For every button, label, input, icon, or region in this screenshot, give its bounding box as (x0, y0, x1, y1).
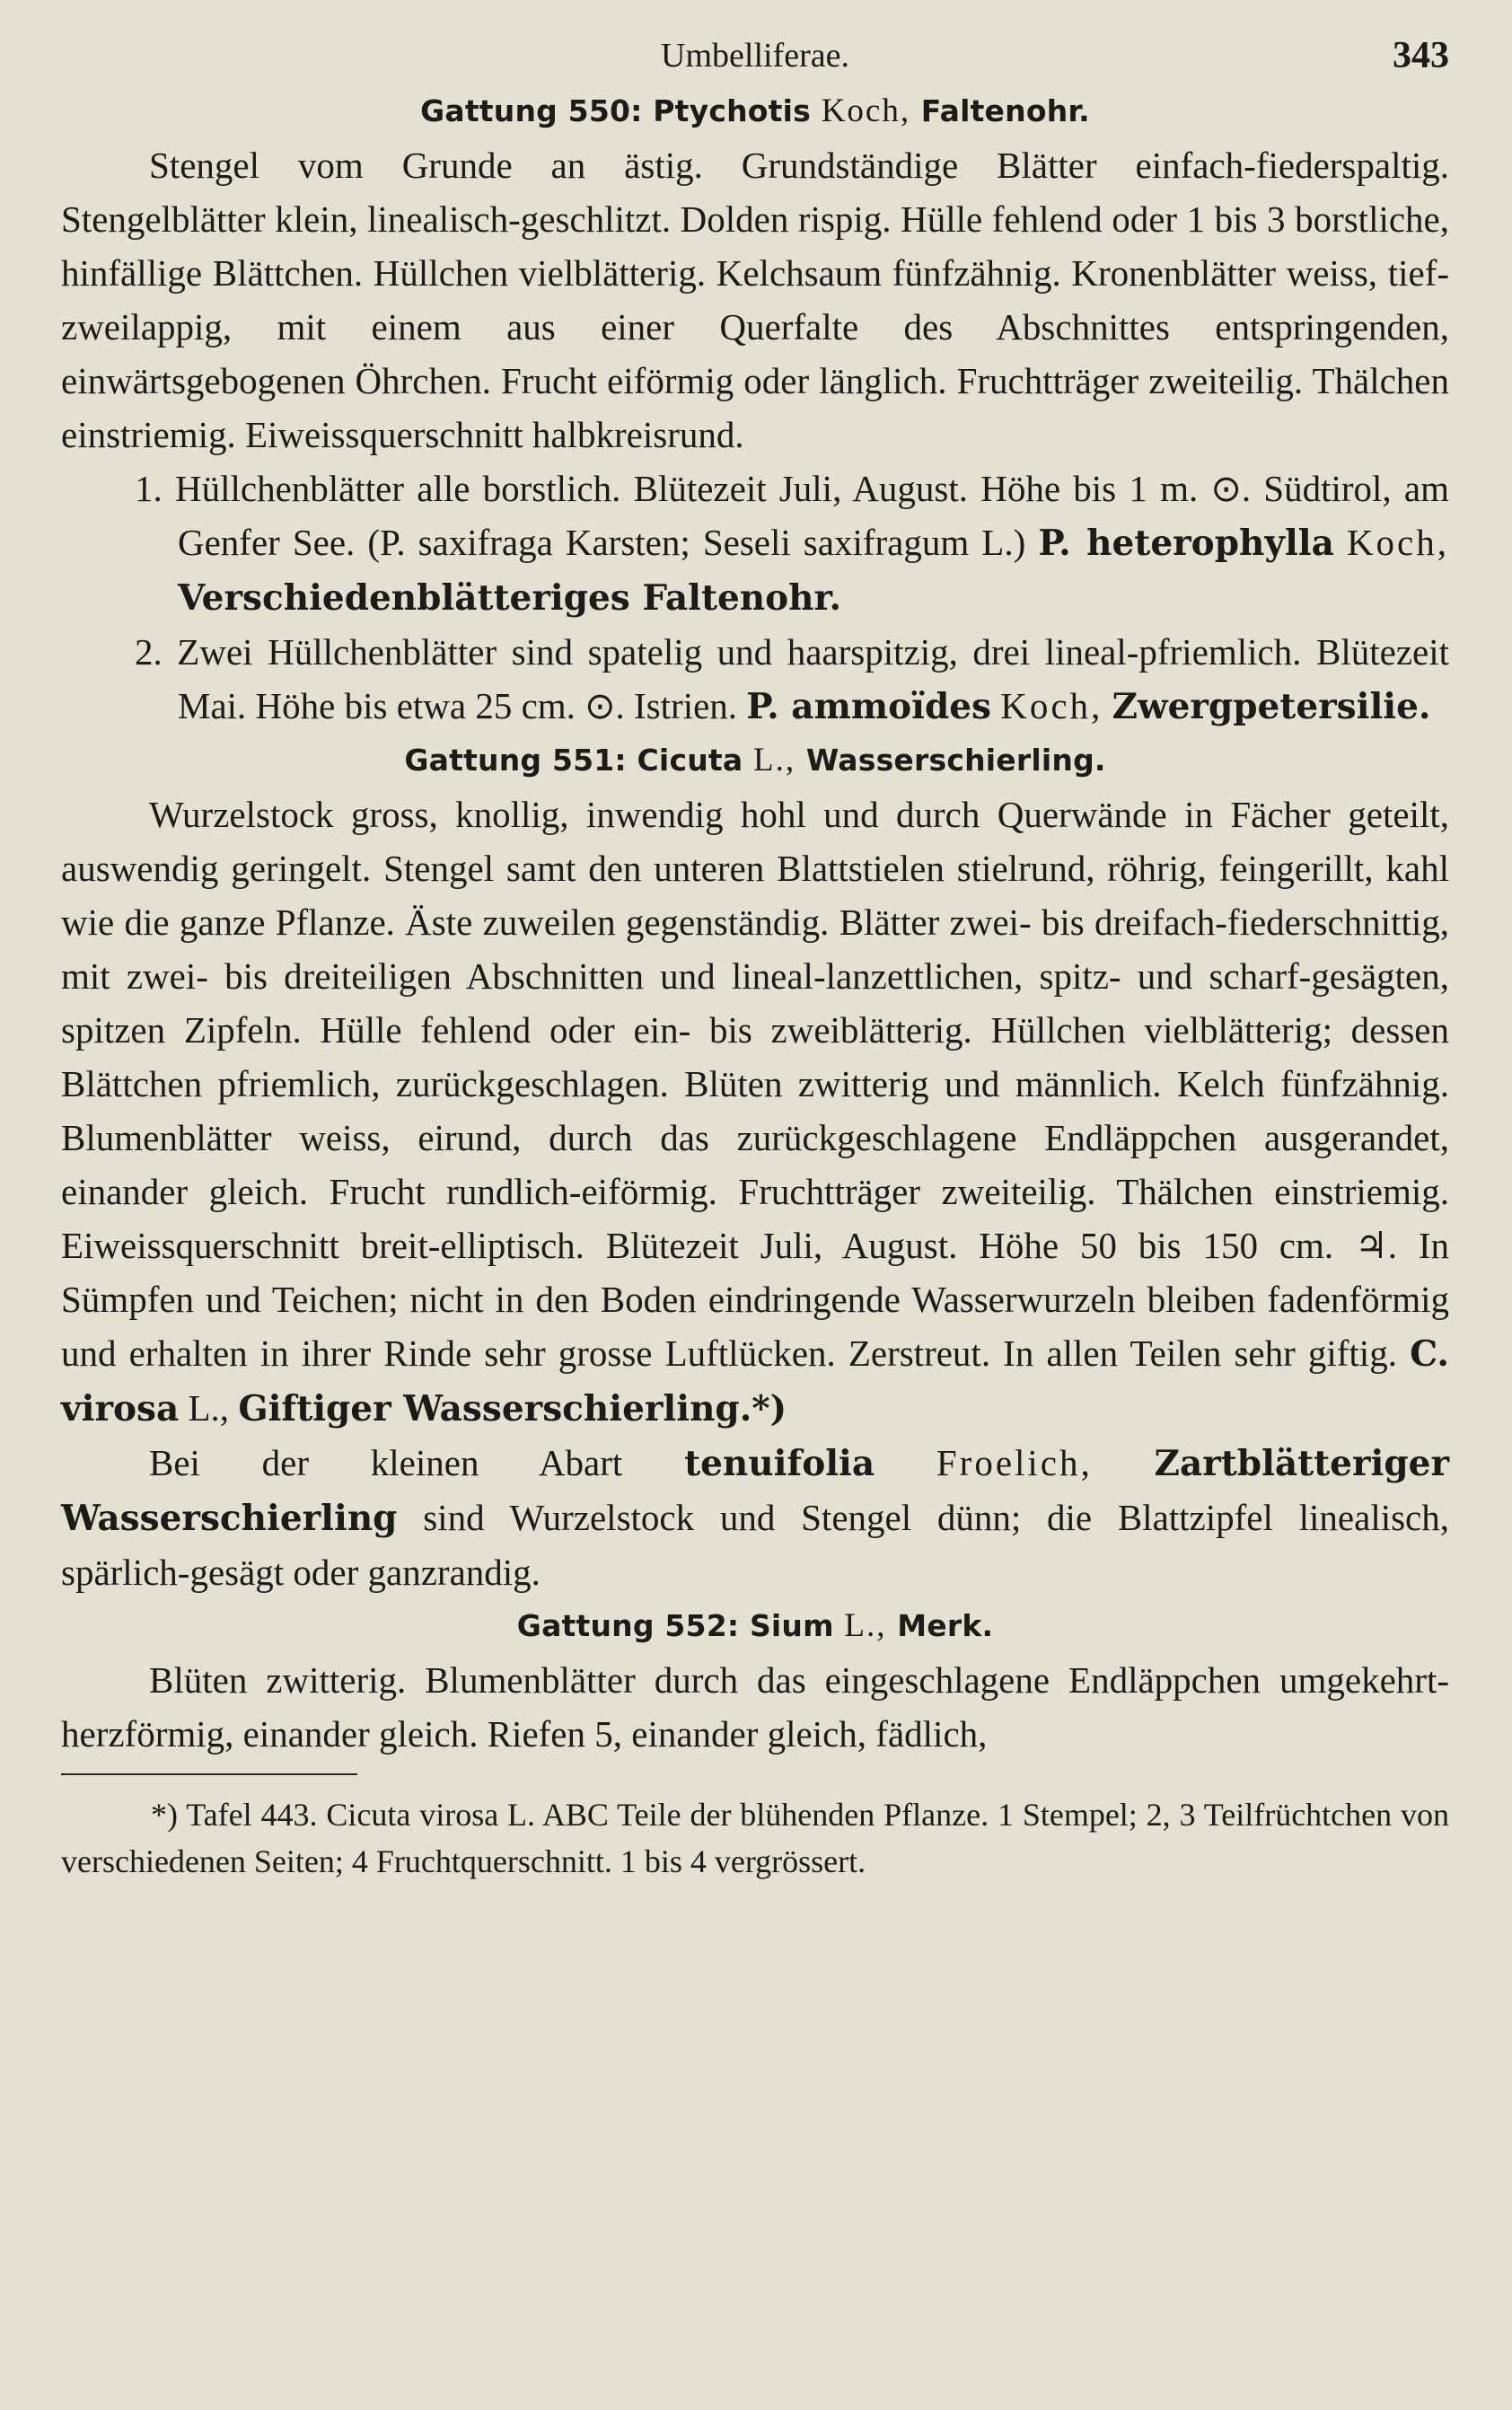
genus-551-description (61, 787, 1449, 1436)
genus-550-description: Stengel vom Grunde an ästig. Grundständige Blätter einfach-fiederspaltig. Stengelblätter klein, linealisch-geschlitzt. Dolden rispig. Hülle fehlend oder 1 bis 3 borstliche, hinfällige Blättchen. Hüllchen vielblätterig. Kelchsaum fünfzähnig. Kronenblätter weiss, tief-zweilappig, mit einem aus einer Querfalte des Abschnittes entspringenden, einwärtsgebogenen Öhrchen. Frucht eiförmig oder länglich. Fruchtträger zweiteilig. Thälchen einstriemig. Eiweissquerschnitt halbkreisrund. (61, 145, 1449, 455)
variety-lead: Bei der kleinen Abart (149, 1442, 623, 1483)
species-cicuta-virosa-author: L., (188, 1387, 230, 1429)
genus-heading-551 (61, 734, 1449, 787)
genus-heading-551-common: Wasserschierling. (805, 743, 1106, 778)
genus-552-description: Blüten zwitterig. Blumenblätter durch das eingeschlagene Endläppchen umgekehrt-herzförmig, einander gleich. Riefen 5, einander gleich, fädlich, (61, 1659, 1449, 1755)
genus-heading-552 (61, 1599, 1449, 1653)
variety-name: tenuifolia (684, 1443, 875, 1484)
genus-heading-550-common: Faltenohr. (920, 93, 1090, 128)
key-item-2-author: Koch, (1000, 685, 1103, 726)
genus-heading-552-name: Gattung 552: Sium (516, 1608, 834, 1643)
variety-author: Froelich, (936, 1442, 1093, 1483)
footnote-divider (61, 1773, 357, 1775)
running-head (61, 34, 1449, 84)
footnote: *) Tafel 443. Cicuta virosa L. ABC Teile der blühenden Pflanze. 1 Stempel; 2, 3 Teilfrüchtchen von verschiedenen Seiten; 4 Fruchtquerschnitt. 1 bis 4 vergrössert. (61, 1797, 1449, 1879)
variety-common-name: Zartblätteriger Wasserschierling (61, 1443, 1449, 1539)
genus-heading-551-author: L., (753, 742, 796, 778)
key-item-1-species: P. heterophylla (1038, 523, 1334, 564)
page-number: 343 (1393, 35, 1449, 76)
genus-heading-550-author: Koch, (821, 92, 911, 129)
key-item-1-text: 1. Hüllchenblätter alle borstlich. Blütezeit Juli, August. Höhe bis 1 m. ⊙. Südtirol, am Genfer See. (P. saxifraga Karsten; Seseli saxifragum L.) (135, 468, 1449, 563)
key-item-1-author: Koch, (1346, 522, 1450, 563)
genus-heading-552-author: L., (844, 1607, 887, 1644)
key-item-2-common-name: Zwergpetersilie. (1112, 686, 1431, 727)
species-cicuta-virosa-common-name: Giftiger Wasserschierling.*) (238, 1388, 787, 1429)
key-item-2-text: 2. Zwei Hüllchenblätter sind spatelig und haarspitzig, drei lineal-pfriemlich. Blütezeit Mai. Höhe bis etwa 25 cm. ⊙. Istrien. (135, 631, 1449, 726)
key-item-2 (61, 625, 1449, 734)
genus-heading-552-common: Merk. (897, 1608, 994, 1643)
species-cicuta-virosa: C. virosa (61, 1333, 1450, 1429)
running-head-title: Umbelliferae. (661, 37, 849, 75)
genus-heading-551-name: Gattung 551: Cicuta (404, 743, 743, 778)
variety-description: sind Wurzelstock und Stengel dünn; die Blattzipfel linealisch, spärlich-gesägt oder ganzrandig. (61, 1497, 1450, 1593)
genus-551-description-text: Wurzelstock gross, knollig, inwendig hohl und durch Querwände in Fächer geteilt, auswendig geringelt. Stengel samt den unteren Blattstielen stielrund, röhrig, feingerillt, kahl wie die ganze Pflanze. Äste zuweilen gegenständig. Blätter zwei- bis dreifach-fiederschnittig, mit zwei- bis dreiteiligen Abschnitten und lineal-lanzettlichen, spitz- und scharf-gesägten, spitzen Zipfeln. Hülle fehlend oder ein- bis zweiblätterig. Hüllchen vielblätterig; dessen Blättchen pfriemlich, zurückgeschlagen. Blüten zwitterig und männlich. Kelch fünfzähnig. Blumenblätter weiss, eirund, durch das zurückgeschlagene Endläppchen ausgerandet, einander gleich. Frucht rundlich-eiförmig. Fruchtträger zweiteilig. Thälchen einstriemig. Eiweissquerschnitt breit-elliptisch. Blütezeit Juli, August. Höhe 50 bis 150 cm. ♃. In Sümpfen und Teichen; nicht in den Boden eindringende Wasserwurzeln bleiben fadenförmig und erhalten in ihrer Rinde sehr grosse Luftlücken. Zerstreut. In allen Teilen sehr giftig. (61, 794, 1449, 1374)
key-item-1 (61, 462, 1449, 625)
genus-heading-550 (61, 84, 1449, 138)
genus-heading-550-name: Gattung 550: Ptychotis (420, 93, 811, 128)
key-item-1-common-name: Verschiedenblätteriges Faltenohr. (178, 577, 842, 619)
variety-tenuifolia (61, 1436, 1449, 1599)
key-item-2-species: P. ammoïdes (746, 686, 991, 727)
